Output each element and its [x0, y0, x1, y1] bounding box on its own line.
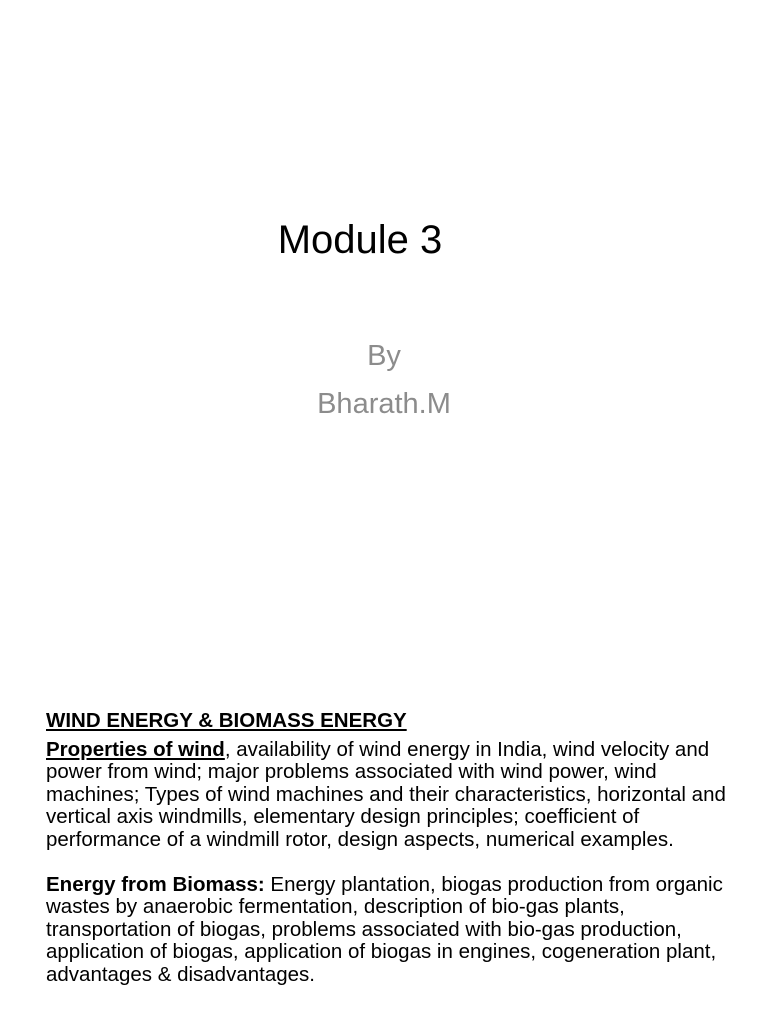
- syllabus-heading: WIND ENERGY & BIOMASS ENERGY: [46, 709, 407, 732]
- author-block: [0, 332, 768, 428]
- biomass-paragraph: [46, 874, 736, 987]
- biomass-paragraph-lead: Energy from Biomass:: [46, 872, 265, 896]
- wind-paragraph-text: , availability of wind energy in India, wind velocity and power from wind; major problems associated with wind power, wind machines; Types of wind machines and their characteristics, horizontal and vertical axis windmills, elementary design principles; coefficient of performance of a windmill rotor, design aspects, numerical examples.: [46, 737, 726, 851]
- module-title: Module 3: [277, 218, 443, 262]
- biomass-paragraph-text: Energy plantation, biogas production from organic wastes by anaerobic fermentation, description of bio-gas plants, transportation of biogas, problems associated with bio-gas production, application of biogas, application of biogas in engines, cogeneration plant, advantages & disadvantages.: [46, 872, 723, 986]
- by-label: By: [367, 340, 401, 372]
- wind-paragraph-lead: Properties of wind: [46, 737, 225, 761]
- author-name: Bharath.M: [317, 388, 451, 420]
- wind-paragraph: [46, 739, 736, 852]
- syllabus-slide: [46, 710, 736, 987]
